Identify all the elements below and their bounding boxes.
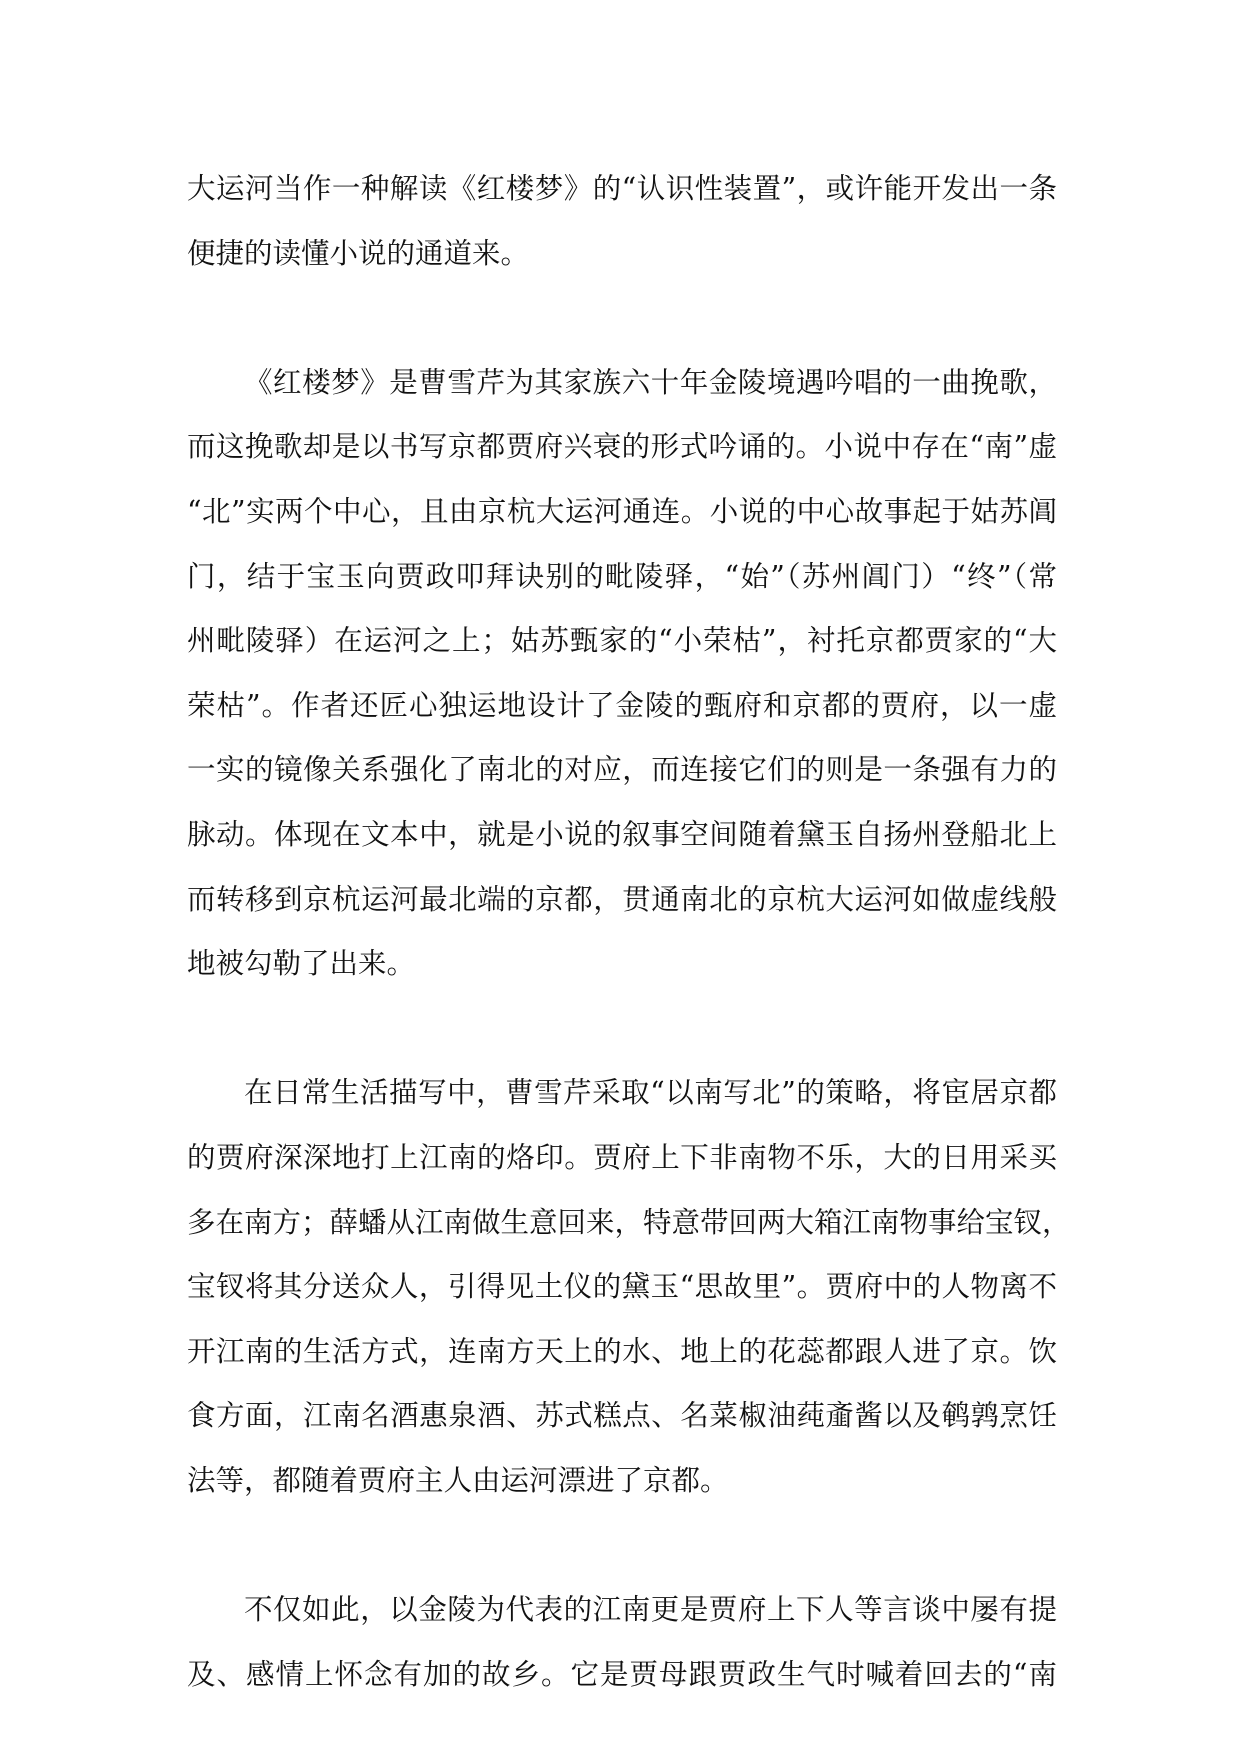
text-line: 一实的镜像关系强化了南北的对应，而连接它们的则是一条强有力的 [187,753,1057,787]
text-line: 脉动。体现在文本中，就是小说的叙事空间随着黛玉自扬州登船北上 [187,817,1057,851]
text-line: 多在南方；薛蟠从江南做生意回来，特意带回两大箱江南物事给宝钗， [187,1205,1071,1239]
text-line: 及、感情上怀念有加的故乡。它是贾母跟贾政生气时喊着回去的“南 [187,1657,1057,1691]
text-line: 而转移到京杭运河最北端的京都，贯通南北的京杭大运河如做虚线般 [187,882,1057,916]
text-line: 开江南的生活方式，连南方天上的水、地上的花蕊都跟人进了京。饮 [187,1334,1057,1368]
text-line: “北”实两个中心，且由京杭大运河通连。小说的中心故事起于姑苏阊 [187,494,1057,528]
text-line: 大运河当作一种解读《红楼梦》的“认识性装置”，或许能开发出一条 [187,172,1057,205]
paragraph-spacer [187,997,1057,1062]
text-line: 不仅如此，以金陵为代表的江南更是贾府上下人等言谈中屡有提 [244,1593,1057,1627]
text-line: 州毗陵驿）在运河之上；姑苏甄家的“小荣枯”，衬托京都贾家的“大 [187,624,1057,658]
text-line: 《红楼梦》是曹雪芹为其家族六十年金陵境遇吟唱的一曲挽歌， [244,365,1057,399]
text-line: 便捷的读懂小说的通道来。 [187,236,530,270]
text-line: 宝钗将其分送众人，引得见土仪的黛玉“思故里”。贾府中的人物离不 [187,1270,1057,1304]
text-line: 法等，都随着贾府主人由运河漂进了京都。 [187,1463,729,1497]
text-line: 食方面，江南名酒惠泉酒、苏式糕点、名菜椒油莼齑酱以及鹌鹑烹饪 [187,1399,1057,1433]
paragraph [187,1061,1071,1513]
text-line: 的贾府深深地打上江南的烙印。贾府上下非南物不乐，大的日用采买 [187,1140,1057,1174]
text-line: 门，结于宝玉向贾政叩拜诀别的毗陵驿，“始”（苏州阊门）“终”（常 [187,559,1057,593]
text-line: 地被勾勒了出来。 [187,947,416,981]
paragraph [187,1578,1057,1707]
text-line: 荣枯”。作者还匠心独运地设计了金陵的甄府和京都的贾府，以一虚 [187,688,1057,722]
paragraph [187,351,1057,997]
text-line: 而这挽歌却是以书写京都贾府兴衰的形式吟诵的。小说中存在“南”虚 [187,430,1057,464]
paragraph [187,157,1057,286]
paragraph-spacer [187,1513,1057,1578]
paragraph-spacer [187,286,1057,351]
body-text [187,157,1071,1707]
text-line: 在日常生活描写中，曹雪芹采取“以南写北”的策略，将宦居京都 [244,1076,1057,1110]
